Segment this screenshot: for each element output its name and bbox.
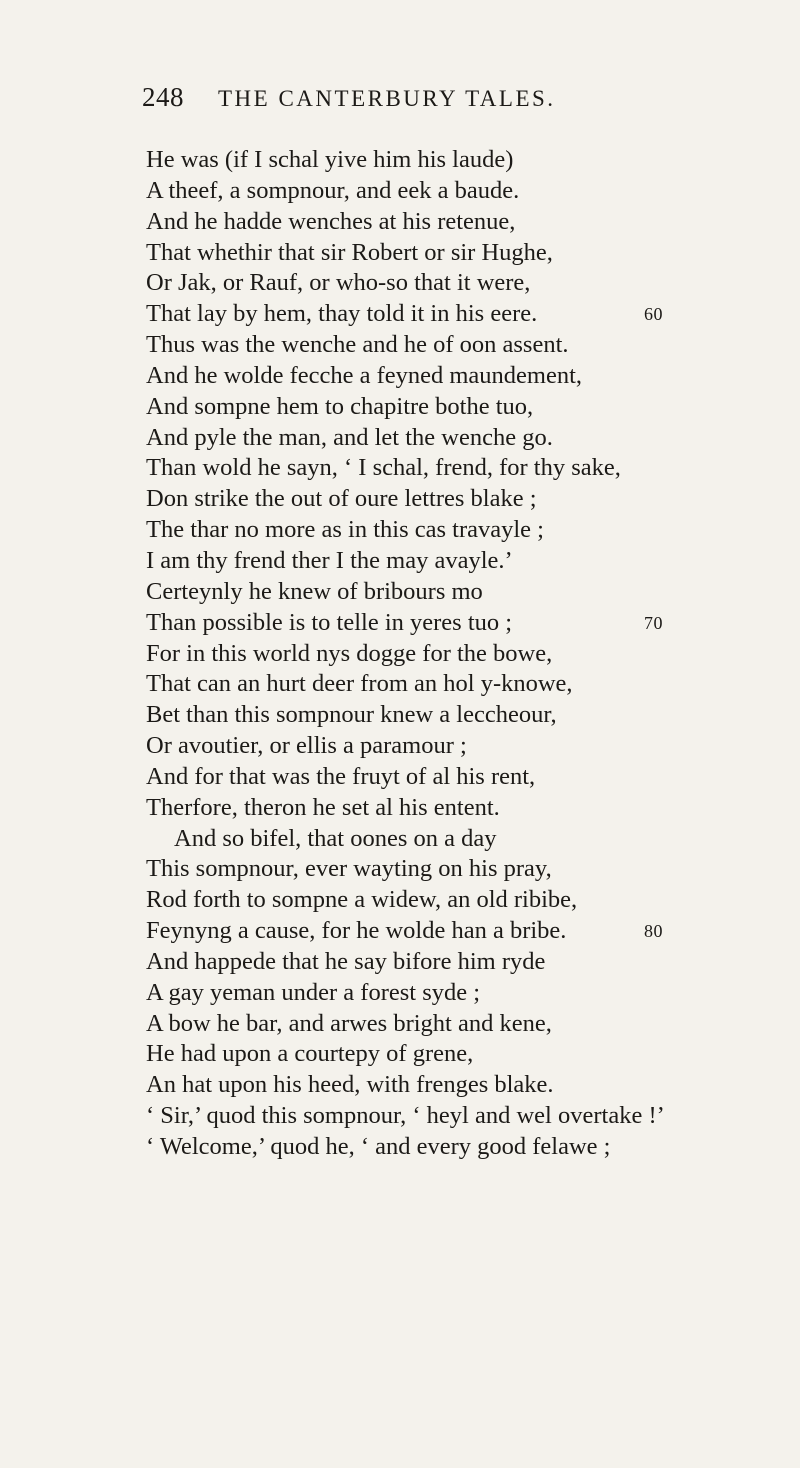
verse-text: And he wolde fecche a feyned maundement, bbox=[146, 361, 583, 389]
verse-line bbox=[146, 854, 786, 885]
verse-text: He was (if I schal yive him his laude) bbox=[146, 146, 514, 173]
line-number: 60 bbox=[644, 304, 663, 325]
verse-text: For in this world nys dogge for the bowe, bbox=[146, 639, 553, 667]
verse-text: ‘ Welcome,’ quod he, ‘ and every good felawe ; bbox=[146, 1133, 611, 1160]
verse-text: And so bifel, that oones on a day bbox=[174, 824, 497, 852]
running-title: THE CANTERBURY TALES. bbox=[218, 86, 556, 111]
verse-text: Don strike the out of oure lettres blake ; bbox=[146, 485, 537, 513]
verse-text: That can an hurt deer from an hol y-knowe, bbox=[146, 670, 573, 698]
verse-line bbox=[146, 361, 786, 392]
verse-line bbox=[146, 947, 786, 978]
verse-line bbox=[146, 916, 786, 947]
verse-line bbox=[146, 423, 786, 454]
verse-text: Thus was the wenche and he of oon assent. bbox=[146, 331, 569, 359]
verse-text: ‘ Sir,’ quod this sompnour, ‘ heyl and wel overtake !’ bbox=[146, 1102, 665, 1130]
verse-text: And he hadde wenches at his retenue, bbox=[146, 207, 516, 235]
verse-text: An hat upon his heed, with frenges blake. bbox=[146, 1071, 554, 1099]
verse-text: Therfore, theron he set al his entent. bbox=[146, 793, 500, 821]
verse-line bbox=[146, 299, 786, 330]
verse-line bbox=[146, 700, 786, 731]
verse-line bbox=[146, 731, 786, 762]
verse-text: That whethir that sir Robert or sir Hughe, bbox=[146, 238, 553, 266]
verse-line bbox=[146, 978, 786, 1009]
verse-text: Bet than this sompnour knew a leccheour, bbox=[146, 701, 557, 729]
verse-line bbox=[146, 639, 786, 670]
verse-text: He had upon a courtepy of grene, bbox=[146, 1040, 474, 1068]
line-number: 80 bbox=[644, 921, 663, 942]
verse-line bbox=[146, 885, 786, 916]
verse-line bbox=[146, 238, 786, 269]
verse-text: The thar no more as in this cas travayle ; bbox=[146, 516, 544, 544]
verse-line bbox=[146, 669, 786, 700]
verse-line bbox=[146, 268, 786, 299]
verse-text: This sompnour, ever wayting on his pray, bbox=[146, 855, 552, 883]
verse-text: Than possible is to telle in yeres tuo ; bbox=[146, 608, 513, 636]
verse-line bbox=[146, 484, 786, 515]
verse-text: A bow he bar, and arwes bright and kene, bbox=[146, 1009, 552, 1037]
verse-line bbox=[146, 176, 786, 207]
verse-text: A gay yeman under a forest syde ; bbox=[146, 978, 481, 1006]
verse-text: A theef, a sompnour, and eek a baude. bbox=[146, 176, 520, 204]
verse-text: Certeynly he knew of bribours mo bbox=[146, 577, 483, 605]
verse-line bbox=[146, 207, 786, 238]
verse-text: Or avoutier, or ellis a paramour ; bbox=[146, 732, 467, 760]
verse-line bbox=[146, 515, 786, 546]
verse-line bbox=[146, 1039, 786, 1070]
verse-text: And happede that he say bifore him ryde bbox=[146, 947, 546, 975]
verse-line bbox=[146, 1132, 786, 1163]
verse-text: And sompne hem to chapitre bothe tuo, bbox=[146, 392, 534, 420]
verse-text: I am thy frend ther I the may avayle.’ bbox=[146, 546, 513, 574]
verse-line bbox=[146, 145, 786, 176]
line-number: 70 bbox=[644, 612, 663, 633]
page-number: 248 bbox=[142, 82, 184, 112]
verse-line bbox=[146, 824, 786, 855]
verse-text: Rod forth to sompne a widew, an old ribibe, bbox=[146, 886, 578, 914]
verse-line bbox=[146, 762, 786, 793]
verse-line bbox=[146, 1009, 786, 1040]
verse-line bbox=[146, 392, 786, 423]
verse-text: Feynyng a cause, for he wolde han a bribe. bbox=[146, 917, 567, 945]
verse-line bbox=[146, 1101, 786, 1132]
verse-block bbox=[146, 145, 786, 1163]
verse-text: And pyle the man, and let the wenche go. bbox=[146, 423, 553, 451]
verse-line bbox=[146, 546, 786, 577]
verse-line bbox=[146, 1070, 786, 1101]
page-header bbox=[142, 82, 662, 118]
verse-line bbox=[146, 330, 786, 361]
verse-line bbox=[146, 577, 786, 608]
verse-text: Or Jak, or Rauf, or who-so that it were, bbox=[146, 269, 531, 297]
verse-text: Than wold he sayn, ‘ I schal, frend, for thy sake, bbox=[146, 454, 621, 482]
verse-text: And for that was the fruyt of al his rent, bbox=[146, 762, 536, 790]
verse-line bbox=[146, 608, 786, 639]
verse-text: That lay by hem, thay told it in his eere. bbox=[146, 300, 538, 328]
verse-line bbox=[146, 453, 786, 484]
verse-line bbox=[146, 793, 786, 824]
